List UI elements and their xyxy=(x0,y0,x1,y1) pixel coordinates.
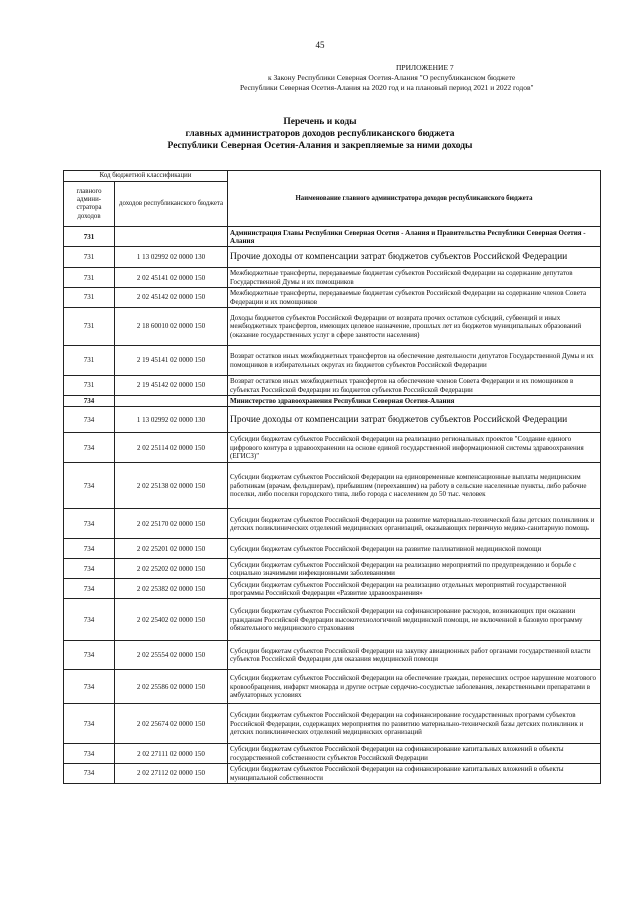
name-cell: Министерство здравоохранения Республики Северная Осетия-Алания xyxy=(228,396,601,407)
admin-code-cell: 731 xyxy=(64,346,115,376)
admin-code-cell: 734 xyxy=(64,539,115,559)
table-row xyxy=(64,744,601,764)
name-cell: Субсидии бюджетам субъектов Российской Федерации на реализацию региональных проектов "Создание единого цифрового контура в здравоохранении на основе единой государственной информационной системы здравоохранения (ЕГИСЗ)" xyxy=(228,433,601,463)
table-row xyxy=(64,268,601,288)
table-row xyxy=(64,247,601,268)
admin-code-cell: 734 xyxy=(64,764,115,784)
appendix-title: ПРИЛОЖЕНИЕ 7 xyxy=(396,63,454,72)
table-row xyxy=(64,227,601,247)
income-code-cell: 2 02 25586 02 0000 150 xyxy=(115,670,228,704)
income-code-cell: 2 02 25382 02 0000 150 xyxy=(115,579,228,599)
document-title xyxy=(0,116,640,152)
name-cell: Прочие доходы от компенсации затрат бюджетов субъектов Российской Федерации xyxy=(228,247,601,268)
admin-code-cell: 734 xyxy=(64,433,115,463)
income-code-cell: 2 02 25202 02 0000 150 xyxy=(115,559,228,579)
income-code-cell xyxy=(115,227,228,247)
income-code-cell: 2 02 25402 02 0000 150 xyxy=(115,599,228,641)
table-row xyxy=(64,670,601,704)
header-group: Код бюджетной классификации xyxy=(64,171,228,182)
name-cell: Субсидии бюджетам субъектов Российской Федерации на развитие паллиативной медицинской помощи xyxy=(228,539,601,559)
name-cell: Субсидии бюджетам субъектов Российской Федерации на софинансирование капитальных вложений в объекты муниципальной собственности xyxy=(228,764,601,784)
name-cell: Субсидии бюджетам субъектов Российской Федерации на софинансирование капитальных вложений в объекты государственной собственности субъектов Российской Федерации xyxy=(228,744,601,764)
income-code-cell: 2 19 45141 02 0000 150 xyxy=(115,346,228,376)
admin-code-cell: 734 xyxy=(64,559,115,579)
admin-code-cell: 731 xyxy=(64,308,115,346)
name-cell: Межбюджетные трансферты, передаваемые бюджетам субъектов Российской Федерации на содержание депутатов Государственной Думы и их помощников xyxy=(228,268,601,288)
table-row xyxy=(64,463,601,509)
admin-code-cell: 731 xyxy=(64,247,115,268)
header-income: доходов республиканского бюджета xyxy=(115,182,228,227)
admin-code-cell: 734 xyxy=(64,670,115,704)
name-cell: Субсидии бюджетам субъектов Российской Федерации на обеспечение граждан, перенесших острое нарушение мозгового кровообращения, инфаркт миокарда и другие острые сердечно-сосудистые заболевания, лекарственными препаратами в амбулаторных условиях xyxy=(228,670,601,704)
admin-code-cell: 734 xyxy=(64,407,115,433)
name-cell: Субсидии бюджетам субъектов Российской Федерации на закупку авиационных работ органами государственной власти субъектов Российской Федерации для оказания медицинской помощи xyxy=(228,641,601,670)
name-cell: Межбюджетные трансферты, передаваемые бюджетам субъектов Российской Федерации на содержание членов Совета Федерации и их помощников xyxy=(228,288,601,308)
title-line-3: Республики Северная Осетия-Алания и закрепляемые за ними доходы xyxy=(167,141,473,151)
income-code-cell: 2 02 45141 02 0000 150 xyxy=(115,268,228,288)
admin-code-cell: 734 xyxy=(64,463,115,509)
table-row xyxy=(64,539,601,559)
table-row xyxy=(64,346,601,376)
income-code-cell xyxy=(115,396,228,407)
admin-code-cell: 734 xyxy=(64,509,115,539)
administrators-table xyxy=(63,170,601,784)
table-row xyxy=(64,308,601,346)
income-code-cell: 2 02 45142 02 0000 150 xyxy=(115,288,228,308)
name-cell: Субсидии бюджетам субъектов Российской Федерации на единовременные компенсационные выплаты медицинским работникам (врачам, фельдшерам), прибывшим (переехавшим) на работу в сельские населенные пункты, либо рабочие поселки, либо поселки городского типа, либо города с населением до 50 тыс. человек xyxy=(228,463,601,509)
appendix-block xyxy=(240,63,620,93)
title-line-2: главных администраторов доходов республиканского бюджета xyxy=(185,129,455,139)
income-code-cell: 2 02 25554 02 0000 150 xyxy=(115,641,228,670)
table-row xyxy=(64,396,601,407)
income-code-cell: 2 02 27112 02 0000 150 xyxy=(115,764,228,784)
income-code-cell: 2 02 25114 02 0000 150 xyxy=(115,433,228,463)
table-row xyxy=(64,579,601,599)
name-cell: Субсидии бюджетам субъектов Российской Федерации на реализацию отдельных мероприятий государственной программы Российской Федерации «Развитие здравоохранения» xyxy=(228,579,601,599)
appendix-line-2: Республики Северная Осетия-Алания на 2020 год и на плановый период 2021 и 2022 годов" xyxy=(240,83,534,92)
name-cell: Субсидии бюджетам субъектов Российской Федерации на развитие материально-технической базы детских поликлиник и детских поликлинических отделений медицинских организаций, оказывающих первичную медико-санитарную помощь xyxy=(228,509,601,539)
title-line-1: Перечень и коды xyxy=(283,117,357,127)
income-code-cell: 2 02 25201 02 0000 150 xyxy=(115,539,228,559)
appendix-line-1: к Закону Республики Северная Осетия-Алания "О республиканском бюджете xyxy=(268,73,516,82)
admin-code-cell: 731 xyxy=(64,227,115,247)
admin-code-cell: 731 xyxy=(64,268,115,288)
name-cell: Прочие доходы от компенсации затрат бюджетов субъектов Российской Федерации xyxy=(228,407,601,433)
name-cell: Субсидии бюджетам субъектов Российской Федерации на реализацию мероприятий по предупреждению и борьбе с социально значимыми инфекционными заболеваниями xyxy=(228,559,601,579)
admin-code-cell: 734 xyxy=(64,744,115,764)
admin-code-cell: 734 xyxy=(64,579,115,599)
name-cell: Субсидии бюджетам субъектов Российской Федерации на софинансирование расходов, возникающих при оказании гражданам Российской Федерации высокотехнологичной медицинской помощи, не включенной в базовую программу обязательного медицинского страхования xyxy=(228,599,601,641)
table-row xyxy=(64,433,601,463)
page-number: 45 xyxy=(315,40,325,50)
name-cell: Субсидии бюджетам субъектов Российской Федерации на софинансирование государственных программ субъектов Российской Федерации, содержащих мероприятия по развитию материально-технической базы детских поликлиник и детских поликлинических отделений медицинских организаций xyxy=(228,704,601,744)
income-code-cell: 2 02 25138 02 0000 150 xyxy=(115,463,228,509)
table-row xyxy=(64,599,601,641)
income-code-cell: 1 13 02992 02 0000 130 xyxy=(115,407,228,433)
admin-code-cell: 734 xyxy=(64,641,115,670)
admin-code-cell: 734 xyxy=(64,704,115,744)
admin-code-cell: 731 xyxy=(64,376,115,396)
name-cell: Возврат остатков иных межбюджетных трансфертов на обеспечение членов Совета Федерации и их помощников в субъектах Российской Федерации из бюджетов субъектов Российской Федерации xyxy=(228,376,601,396)
table-row xyxy=(64,376,601,396)
admin-code-cell: 734 xyxy=(64,599,115,641)
income-code-cell: 2 02 27111 02 0000 150 xyxy=(115,744,228,764)
table-body xyxy=(64,227,601,784)
header-name: Наименование главного администратора доходов республиканского бюджета xyxy=(228,171,601,227)
name-cell: Администрация Главы Республики Северная Осетия - Алания и Правительства Республики Северная Осетия - Алания xyxy=(228,227,601,247)
admin-code-cell: 734 xyxy=(64,396,115,407)
income-code-cell: 2 02 25674 02 0000 150 xyxy=(115,704,228,744)
income-code-cell: 2 02 25170 02 0000 150 xyxy=(115,509,228,539)
admin-code-cell: 731 xyxy=(64,288,115,308)
table-row xyxy=(64,641,601,670)
income-code-cell: 1 13 02992 02 0000 130 xyxy=(115,247,228,268)
income-code-cell: 2 19 45142 02 0000 150 xyxy=(115,376,228,396)
income-code-cell: 2 18 60010 02 0000 150 xyxy=(115,308,228,346)
table-row xyxy=(64,509,601,539)
table-row xyxy=(64,559,601,579)
name-cell: Возврат остатков иных межбюджетных трансфертов на обеспечение деятельности депутатов Государственной Думы и их помощников в избирательных округах из бюджетов субъектов Российской Федерации xyxy=(228,346,601,376)
table-row xyxy=(64,704,601,744)
table-row xyxy=(64,407,601,433)
header-admin: главного админи-стратора доходов xyxy=(64,182,115,227)
table-row xyxy=(64,288,601,308)
table-row xyxy=(64,764,601,784)
name-cell: Доходы бюджетов субъектов Российской Федерации от возврата прочих остатков субсидий, субвенций и иных межбюджетных трансфертов, имеющих целевое назначение, прошлых лет из бюджетов муниципальных образований (оказание государственных услуг в сфере занятости населения) xyxy=(228,308,601,346)
